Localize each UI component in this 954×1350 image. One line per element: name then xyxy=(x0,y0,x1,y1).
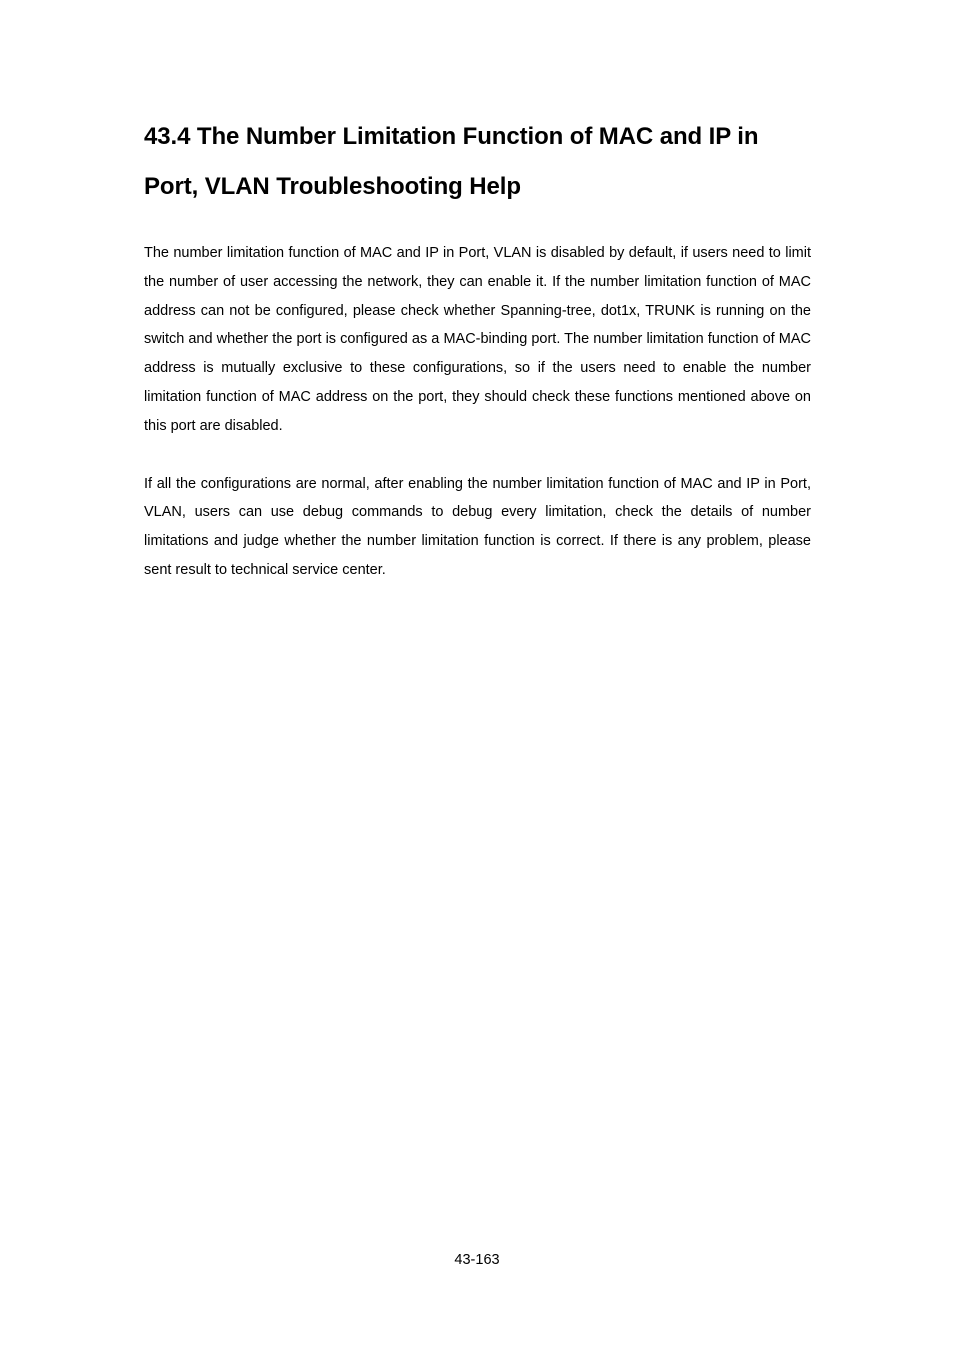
section-title: 43.4 The Number Limitation Function of MAC and IP in Port, VLAN Troubleshooting Help xyxy=(144,123,759,200)
paragraph-mac-ip-limitation-overview: The number limitation function of MAC and IP in Port, VLAN is disabled by default, if users need to limit the number of user accessing the network, they can enable it. If the number limitation function of MAC address can not be configured, please check whether Spanning-tree, dot1x, TRUNK is running on the switch and whether the port is configured as a MAC-binding port. The number limitation function of MAC address is mutually exclusive to these configurations, so if the users need to enable the number limitation function of MAC address on the port, they should check these functions mentioned above on this port are disabled. xyxy=(144,245,811,434)
page-number: 43-163 xyxy=(454,1252,500,1268)
page-content xyxy=(144,112,811,585)
paragraph-debug-instructions: If all the configurations are normal, after enabling the number limitation function of MAC and IP in Port, VLAN, users can use debug commands to debug every limitation, check the details of number limitations and judge whether the number limitation function is correct. If there is any problem, please sent result to technical service center. xyxy=(144,475,811,578)
